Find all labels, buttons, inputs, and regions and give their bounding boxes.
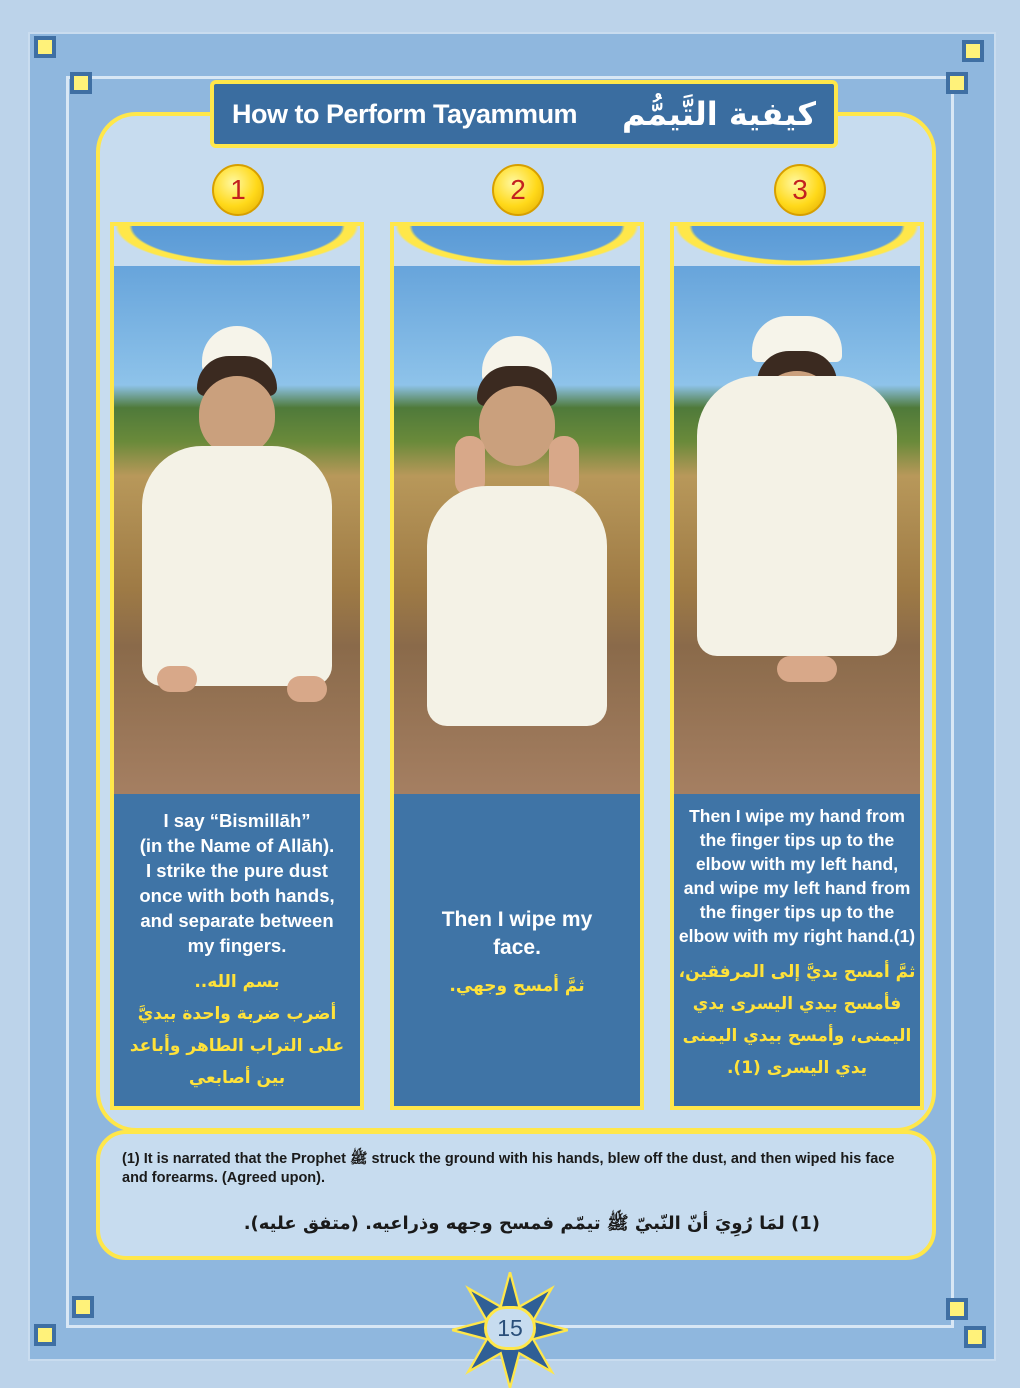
corner-ornament	[72, 1296, 94, 1318]
child-figure	[137, 326, 337, 726]
caption-en: I say “Bismillāh” (in the Name of Allāh). I strike the pure dust once with both hands, and separate between my fingers.	[139, 810, 335, 956]
page-title-en: How to Perform Tayammum	[232, 98, 578, 129]
corner-ornament	[962, 40, 984, 62]
robe	[142, 446, 332, 686]
hand	[157, 666, 197, 692]
child-figure	[417, 336, 617, 736]
caption-ar: بسم الله.. أضرب ضربة واحدة بيديَّ على التراب الطاهر وأباعد بين أصابعي	[129, 972, 345, 1088]
footnote-en: (1) It is narrated that the Prophet ﷺ struck the ground with his hands, blew off the dust, and then wiped his face and forearms. (Agreed upon).	[122, 1151, 895, 1186]
arch-ornament	[114, 226, 360, 266]
caption-ar: ثمَّ أمسح يديَّ إلى المرفقين، فأمسح بيدي اليسرى يدي اليمنى، وأمسح بيدي اليمنى يدي اليسرى (1).	[678, 962, 916, 1078]
arch-ornament	[394, 226, 640, 266]
head	[199, 376, 275, 456]
corner-ornament	[34, 36, 56, 58]
corner-ornament	[946, 72, 968, 94]
caption-ar: ثمَّ أمسح وجهي.	[449, 976, 585, 996]
arch-ornament	[674, 226, 920, 266]
head	[479, 386, 555, 466]
step-card-2	[390, 222, 644, 1110]
corner-ornament	[34, 1324, 56, 1346]
robe	[427, 486, 607, 726]
corner-ornament	[946, 1298, 968, 1320]
caption-en: Then I wipe my hand from the finger tips up to the elbow with my left hand, and wipe my left hand from the finger tips up to the elbow with my right hand.(1)	[678, 806, 916, 946]
step-caption	[394, 794, 640, 1110]
page-number: 15	[484, 1306, 536, 1350]
step-card-3	[670, 222, 924, 1110]
hand	[777, 656, 837, 682]
step-photo-striking-dust	[114, 226, 360, 794]
step-caption	[114, 794, 360, 1110]
step-number-badge: 2	[492, 164, 544, 216]
page-title-ar: كيفية التَّيمُّم	[622, 95, 816, 133]
caption-en: Then I wipe my face.	[441, 908, 593, 959]
hand	[287, 676, 327, 702]
footnote-ar: (1) لمَا رُوِيَ أنّ النّبيّ ﷺ تيمّم فمسح وجهه وذراعيه. (متفق عليه).	[243, 1213, 820, 1234]
step-photo-wiping-face	[394, 226, 640, 794]
step-card-1	[110, 222, 364, 1110]
step-photo-wiping-hands	[674, 226, 920, 794]
child-figure	[697, 316, 897, 716]
robe	[697, 376, 897, 656]
step-number-badge: 1	[212, 164, 264, 216]
corner-ornament	[70, 72, 92, 94]
step-caption	[674, 794, 920, 1110]
corner-ornament	[964, 1326, 986, 1348]
title-bar	[210, 80, 838, 148]
step-number-badge: 3	[774, 164, 826, 216]
